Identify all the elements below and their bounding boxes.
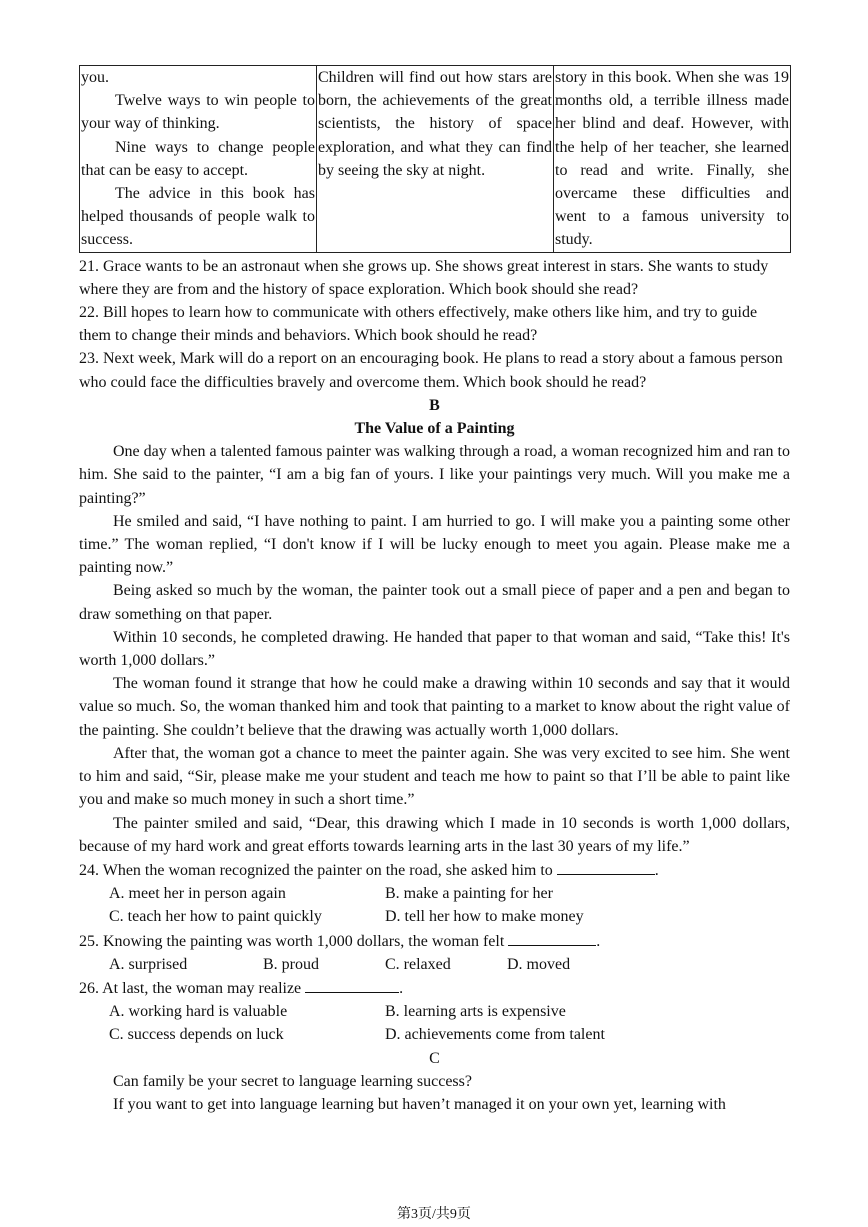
cell-text: you. [81,69,109,86]
answer-blank [305,976,399,993]
question-stem: 26. At last, the woman may realize [79,979,302,997]
passage-paragraph: The painter smiled and said, “Dear, this drawing which I made in 10 seconds is worth 1,000 dollars, because of my hard work and great efforts towards learning arts in the last 30 years of my life.” [79,814,790,855]
page-content [79,65,790,1116]
question-21: 21. Grace wants to be an astronaut when she grows up. She shows great interest in stars. She wants to study where they are from and the history of space exploration. Which book should she read? [79,257,769,298]
question-stem: 25. Knowing the painting was worth 1,000 dollars, the woman felt [79,932,505,950]
question-end: . [654,861,659,879]
book-table [79,65,791,253]
option-b: B. make a painting for her [385,885,553,903]
options-24 [79,882,790,905]
question-23: 23. Next week, Mark will do a report on an encouraging book. He plans to read a story about a famous person who could face the difficulties bravely and overcome them. Which book should he read? [79,350,783,391]
options-25 [79,953,790,976]
question-22: 22. Bill hopes to learn how to communicate with others effectively, make others like him, and try to guide them to change their minds and behaviors. Which book should he read? [79,304,758,345]
options-26-cd [79,1023,790,1046]
section-letter-b: B [429,396,440,414]
cell-text: The advice in this book has helped thousands of people walk to success. [81,185,315,249]
question-26 [79,976,790,1000]
passage-paragraph: Within 10 seconds, he completed drawing. He handed that paper to that woman and said, “Take this! It's worth 1,000 dollars.” [79,628,790,670]
table-row [80,66,791,253]
option-a: A. meet her in person again [109,885,286,903]
option-d: D. moved [507,955,571,973]
answer-blank [508,929,596,946]
passage-paragraph: If you want to get into language learning but haven’t managed it on your own yet, learning with [113,1095,726,1113]
cell-text: Children will find out how stars are born, the achievements of the great scientists, the history of space exploration, and what they can find by seeing the sky at night. [318,69,552,179]
option-d: D. achievements come from talent [385,1026,605,1044]
option-b: B. proud [263,955,319,973]
option-c: C. success depends on luck [109,1026,284,1044]
option-a: A. surprised [109,955,188,973]
option-a: A. working hard is valuable [109,1003,288,1021]
passage-paragraph: After that, the woman got a chance to meet the painter again. She was very excited to see him. She went to him and said, “Sir, please make me your student and teach me how to paint so that I’ll be able to paint like you and make so much money in such a short time.” [79,744,790,809]
question-end: . [596,932,601,950]
option-c: C. relaxed [385,955,451,973]
passage-paragraph: He smiled and said, “I have nothing to paint. I am hurried to go. I will make you a painting some other time.” The woman replied, “I don't know if I will be lucky enough to meet you again. Please make me a painting now.” [79,512,790,577]
table-cell-book-2 [317,66,554,253]
question-stem: 24. When the woman recognized the painter on the road, she asked him to [79,861,553,879]
page-footer: 第3页/共9页 [397,1207,471,1222]
question-24 [79,858,790,882]
passage-paragraph: The woman found it strange that how he could make a drawing within 10 seconds and say that it would value so much. So, the woman thanked him and took that painting to a market to know about the right value of the painting. She couldn’t believe that the drawing was actually worth 1,000 dollars. [79,675,790,739]
option-b: B. learning arts is expensive [385,1003,566,1021]
cell-text: story in this book. When she was 19 months old, a terrible illness made her blind and deaf. However, with the help of her teacher, she learned to read and write. Finally, she overcame these difficulties and went to a famous university to study. [555,69,789,249]
passage-paragraph: Can family be your secret to language learning success? [113,1072,472,1090]
option-d: D. tell her how to make money [385,908,584,926]
cell-text: Twelve ways to win people to your way of thinking. [81,92,315,133]
answer-blank [557,858,655,875]
passage-paragraph: Being asked so much by the woman, the painter took out a small piece of paper and a pen and began to draw something on that paper. [79,582,790,623]
question-end: . [399,979,404,997]
options-24-cd [79,905,790,928]
option-c: C. teach her how to paint quickly [109,908,322,926]
passage-paragraph: One day when a talented famous painter was walking through a road, a woman recognized him and ran to him. She said to the painter, “I am a big fan of yours. I like your paintings very much. Will you make me a painting?” [79,443,790,507]
question-25 [79,929,790,953]
table-cell-book-1 [80,66,317,253]
passage-title: The Value of a Painting [354,420,515,438]
table-cell-book-3 [554,66,791,253]
options-26 [79,1000,790,1023]
section-letter-c: C [429,1049,440,1067]
cell-text: Nine ways to change people that can be easy to accept. [81,138,315,179]
